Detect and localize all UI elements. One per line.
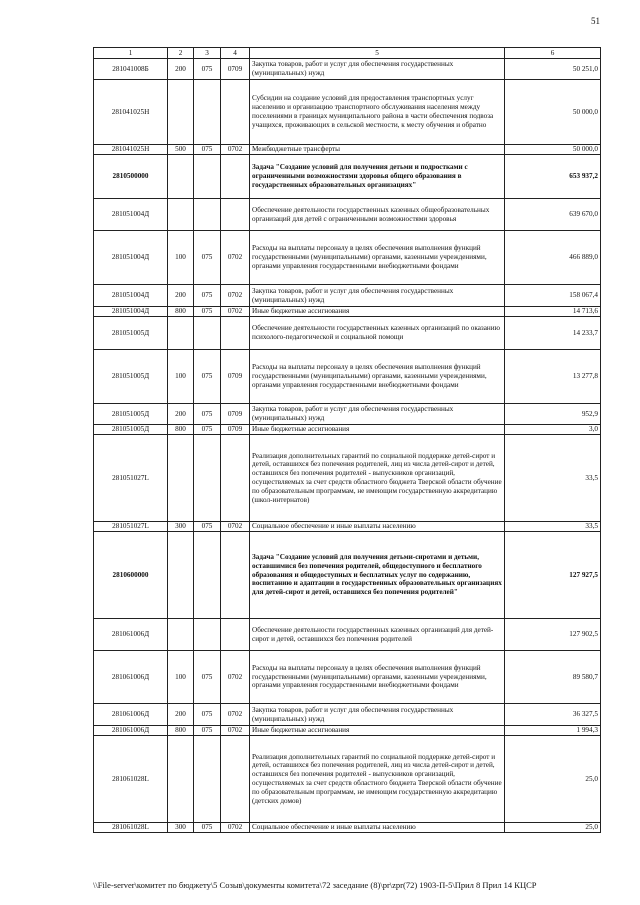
row-amount: 952,9 (505, 404, 601, 425)
row-ministry (194, 199, 221, 231)
row-ministry: 075 (194, 59, 221, 80)
row-description: Реализация дополнительных гарантий по социальной поддержке детей-сирот и детей, оставшихся без попечения родителей, лиц из числа детей-сирот и детей, оставшихся без попечения родителей - выпускников организаций, осуществляемых за счет средств областного бюджета Тверской области обучение по образовательным программам, не имеющим государственную аккредитацию (детских домов) (250, 736, 505, 823)
row-code: 2810500000 (94, 155, 168, 199)
row-amount: 33,5 (505, 522, 601, 532)
row-section (168, 80, 194, 145)
row-section (168, 532, 194, 619)
row-amount: 653 937,2 (505, 155, 601, 199)
table-row (94, 285, 601, 307)
row-code: 281051027L (94, 522, 168, 532)
row-amount: 158 067,4 (505, 285, 601, 307)
row-section (168, 199, 194, 231)
row-description: Реализация дополнительных гарантий по социальной поддержке детей-сирот и детей, оставшихся без попечения родителей, лиц из числа детей-сирот и детей, оставшихся без попечения родителей - выпускников организаций, осуществляемых за счет средств областного бюджета Тверской области обучение по образовательным программам, не имеющим государственную аккредитацию (школ-интернатов) (250, 435, 505, 522)
row-subsection: 0702 (221, 823, 250, 833)
row-amount: 89 580,7 (505, 651, 601, 704)
row-amount: 50 000,0 (505, 80, 601, 145)
row-code: 281051005Д (94, 317, 168, 350)
table-row (94, 59, 601, 80)
table-row (94, 704, 601, 726)
row-description: Обеспечение деятельности государственных казенных организаций по оказанию психолого-педагогической и социальной помощи (250, 317, 505, 350)
row-ministry: 075 (194, 307, 221, 317)
row-subsection (221, 532, 250, 619)
row-section: 200 (168, 59, 194, 80)
row-code: 281051004Д (94, 231, 168, 285)
table-row (94, 736, 601, 823)
footer-path: \\File-server\комитет по бюджету\5 Созыв\документы комитета\72 заседание (8)\pr\zpr(72) 1903-П-5\Прил 8 Прил 14 КЦСР (93, 880, 537, 890)
table-row (94, 823, 601, 833)
row-ministry (194, 435, 221, 522)
row-subsection: 0702 (221, 145, 250, 155)
row-code: 2810600000 (94, 532, 168, 619)
row-description: Расходы на выплаты персоналу в целях обеспечения выполнения функций государственными (муниципальными) органами, казенными учреждениями, органами управления государственными внебюджетными фондами (250, 231, 505, 285)
row-ministry: 075 (194, 231, 221, 285)
table-row (94, 307, 601, 317)
row-ministry: 075 (194, 425, 221, 435)
row-amount: 3,0 (505, 425, 601, 435)
table-row (94, 80, 601, 145)
table-row (94, 350, 601, 404)
budget-table (93, 47, 601, 833)
row-description: Обеспечение деятельности государственных казенных организаций для детей-сирот и детей, оставшихся без попечения родителей (250, 619, 505, 651)
row-ministry (194, 155, 221, 199)
row-section: 800 (168, 726, 194, 736)
row-amount: 127 927,5 (505, 532, 601, 619)
row-ministry (194, 532, 221, 619)
row-subsection: 0709 (221, 350, 250, 404)
row-code: 281051004Д (94, 307, 168, 317)
row-description: Иные бюджетные ассигнования (250, 307, 505, 317)
table-row (94, 726, 601, 736)
row-code: 281061028L (94, 823, 168, 833)
row-description: Расходы на выплаты персоналу в целях обеспечения выполнения функций государственными (муниципальными) органами, казенными учреждениями, органами управления государственными внебюджетными фондами (250, 350, 505, 404)
row-amount: 1 994,3 (505, 726, 601, 736)
row-ministry: 075 (194, 726, 221, 736)
row-subsection: 0702 (221, 231, 250, 285)
row-ministry (194, 619, 221, 651)
row-description: Закупка товаров, работ и услуг для обеспечения государственных (муниципальных) нужд (250, 704, 505, 726)
row-code: 281061006Д (94, 619, 168, 651)
row-ministry: 075 (194, 350, 221, 404)
row-section: 100 (168, 231, 194, 285)
table-row (94, 651, 601, 704)
row-ministry: 075 (194, 823, 221, 833)
row-section (168, 736, 194, 823)
row-subsection (221, 317, 250, 350)
row-subsection: 0709 (221, 59, 250, 80)
row-description: Задача "Создание условий для получения детьми и подростками с ограниченными возможностями здоровья общего образования в государственных образовательных организациях" (250, 155, 505, 199)
row-subsection (221, 155, 250, 199)
table-row (94, 522, 601, 532)
row-code: 281041025Н (94, 145, 168, 155)
row-description: Межбюджетные трансферты (250, 145, 505, 155)
table-row (94, 619, 601, 651)
row-subsection (221, 80, 250, 145)
row-subsection: 0702 (221, 704, 250, 726)
row-amount: 25,0 (505, 736, 601, 823)
header-col-1: 1 (94, 48, 168, 59)
row-amount: 13 277,8 (505, 350, 601, 404)
header-col-5: 5 (250, 48, 505, 59)
header-col-2: 2 (168, 48, 194, 59)
header-col-4: 4 (221, 48, 250, 59)
header-col-3: 3 (194, 48, 221, 59)
row-subsection: 0709 (221, 425, 250, 435)
row-code: 281051005Д (94, 350, 168, 404)
row-section: 500 (168, 145, 194, 155)
row-section (168, 435, 194, 522)
row-code: 281051004Д (94, 199, 168, 231)
row-code: 281061006Д (94, 726, 168, 736)
row-subsection (221, 619, 250, 651)
row-section (168, 155, 194, 199)
row-amount: 50 251,0 (505, 59, 601, 80)
row-ministry: 075 (194, 145, 221, 155)
row-code: 281041008Б (94, 59, 168, 80)
table-row (94, 145, 601, 155)
row-description: Закупка товаров, работ и услуг для обеспечения государственных (муниципальных) нужд (250, 404, 505, 425)
row-section: 200 (168, 704, 194, 726)
row-subsection: 0702 (221, 522, 250, 532)
table-body (94, 59, 601, 833)
table-row (94, 155, 601, 199)
row-code: 281051027L (94, 435, 168, 522)
row-amount: 639 670,0 (505, 199, 601, 231)
row-code: 281061006Д (94, 704, 168, 726)
row-subsection: 0709 (221, 404, 250, 425)
row-code: 281061006Д (94, 651, 168, 704)
row-section: 800 (168, 425, 194, 435)
row-amount: 14 713,6 (505, 307, 601, 317)
table-row (94, 425, 601, 435)
row-section: 800 (168, 307, 194, 317)
row-section: 300 (168, 823, 194, 833)
row-description: Социальное обеспечение и иные выплаты населению (250, 823, 505, 833)
row-code: 281041025Н (94, 80, 168, 145)
row-amount: 36 327,5 (505, 704, 601, 726)
table-row (94, 404, 601, 425)
row-subsection: 0702 (221, 726, 250, 736)
row-ministry (194, 736, 221, 823)
row-ministry: 075 (194, 522, 221, 532)
row-amount: 466 889,0 (505, 231, 601, 285)
row-amount: 127 902,5 (505, 619, 601, 651)
row-amount: 25,0 (505, 823, 601, 833)
row-ministry: 075 (194, 404, 221, 425)
row-amount: 33,5 (505, 435, 601, 522)
row-section (168, 619, 194, 651)
table-row (94, 317, 601, 350)
row-description: Обеспечение деятельности государственных казенных общеобразовательных организаций для детей с ограниченными возможностями здоровья (250, 199, 505, 231)
row-subsection: 0702 (221, 285, 250, 307)
row-description: Задача "Создание условий для получения детьми-сиротами и детьми, оставшимися без попечения родителей, общедоступного и бесплатного образования и общедоступных и бесплатных услуг по содержанию, воспитанию и адаптации в государственных образовательных организациях для детей-сирот и детей, оставшихся без попечения родителей" (250, 532, 505, 619)
row-code: 281051005Д (94, 425, 168, 435)
row-description: Иные бюджетные ассигнования (250, 425, 505, 435)
row-amount: 14 233,7 (505, 317, 601, 350)
row-subsection (221, 435, 250, 522)
row-ministry: 075 (194, 704, 221, 726)
row-ministry: 075 (194, 651, 221, 704)
row-section (168, 317, 194, 350)
table-row (94, 435, 601, 522)
row-section: 300 (168, 522, 194, 532)
header-row (94, 48, 601, 59)
row-section: 100 (168, 350, 194, 404)
row-description: Социальное обеспечение и иные выплаты населению (250, 522, 505, 532)
row-subsection (221, 736, 250, 823)
row-amount: 50 000,0 (505, 145, 601, 155)
row-subsection (221, 199, 250, 231)
row-description: Иные бюджетные ассигнования (250, 726, 505, 736)
table-row (94, 199, 601, 231)
row-section: 100 (168, 651, 194, 704)
row-subsection: 0702 (221, 651, 250, 704)
row-description: Закупка товаров, работ и услуг для обеспечения государственных (муниципальных) нужд (250, 59, 505, 80)
row-description: Субсидии на создание условий для предоставления транспортных услуг населению и организацию транспортного обслуживания населения между поселениями в границах муниципального района в части обеспечения подвоза учащихся, проживающих в сельской местности, к месту обучения и обратно (250, 80, 505, 145)
row-code: 281061028L (94, 736, 168, 823)
page-number: 51 (591, 16, 600, 26)
table-row (94, 231, 601, 285)
row-ministry: 075 (194, 285, 221, 307)
row-description: Закупка товаров, работ и услуг для обеспечения государственных (муниципальных) нужд (250, 285, 505, 307)
row-description: Расходы на выплаты персоналу в целях обеспечения выполнения функций государственными (муниципальными) органами, казенными учреждениями, органами управления государственными внебюджетными фондами (250, 651, 505, 704)
row-section: 200 (168, 404, 194, 425)
row-code: 281051004Д (94, 285, 168, 307)
row-section: 200 (168, 285, 194, 307)
row-code: 281051005Д (94, 404, 168, 425)
row-ministry (194, 317, 221, 350)
row-ministry (194, 80, 221, 145)
table-row (94, 532, 601, 619)
row-subsection: 0702 (221, 307, 250, 317)
header-col-6: 6 (505, 48, 601, 59)
